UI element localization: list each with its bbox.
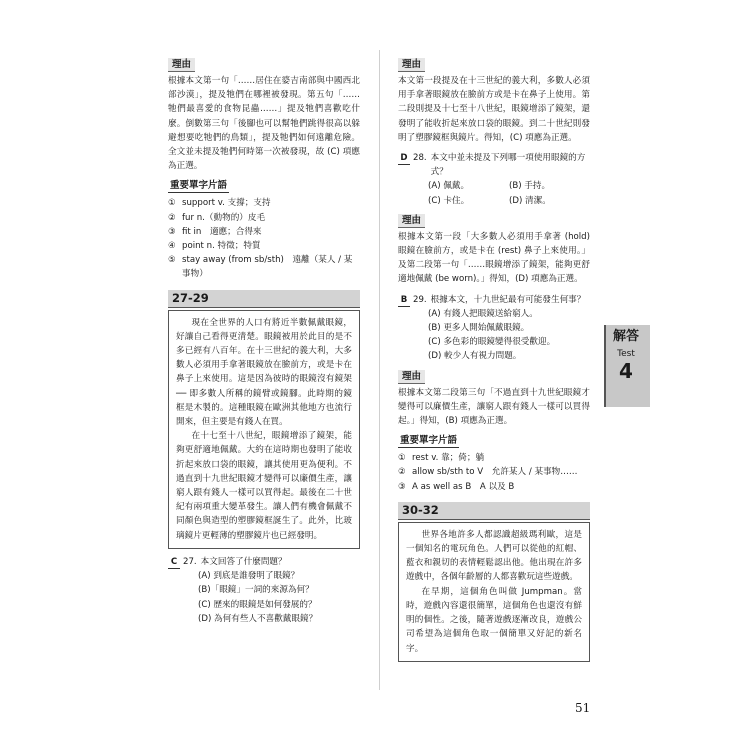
answer-option: (D) 清潔。 <box>509 195 551 206</box>
question-number: 29. <box>413 294 427 305</box>
vocab-list <box>168 196 360 281</box>
vocab-item <box>168 239 360 253</box>
vocab-number: ⑤ <box>168 255 176 266</box>
vocab-text: fit in 適應；合得來 <box>182 226 262 237</box>
right-column <box>398 52 590 662</box>
answer-mark: C <box>168 555 180 569</box>
answer-option: (A) 有錢人把眼鏡送給窮人。 <box>428 308 538 319</box>
reason-text: 本文第一段提及在十三世紀的義大利，多數人必須用手拿著眼鏡放在臉前方或是卡在鼻子上使用。第二段則提及十七至十八世紀，眼鏡增添了鏡架，還發明了能收折起來放口袋的眼鏡。到二十世紀則發明了塑膠鏡框與鏡片。得知，(C) 項應為正選。 <box>398 76 590 143</box>
passage-paragraph: 在十七至十八世紀，眼鏡增添了鏡架，能夠更舒適地佩戴。大約在這時期也發明了能收折起來放口袋的眼鏡，讓其使用更為便利。不過直到十九世紀眼鏡才變得可以廉價生產，讓窮人跟有錢人一樣可以買得起。最後在二十世紀有兩項重大變革發生。讓人們有機會佩戴不同顏色與造型的塑膠鏡框誕生了。此外，比玻璃鏡片更輕薄的塑膠鏡片也已經發明。 <box>176 431 352 541</box>
vocab-item <box>168 196 360 210</box>
vocab-heading: 重要單字片語 <box>400 435 458 447</box>
answer-option: (A) 到底是誰發明了眼鏡？ <box>198 571 300 582</box>
vocab-text: point n. 特徵；特質 <box>182 241 261 252</box>
passage-paragraph: 世界各地許多人都認識超級瑪利歐，這是一個知名的電玩角色。人們可以從他的紅帽、藍衣和親切的表情輕鬆認出他。他出現在許多遊戲中，各個年齡層的人都喜歡玩這些遊戲。 <box>406 529 582 583</box>
question-number: 27. <box>183 556 197 567</box>
column-divider <box>379 50 380 690</box>
reason-label: 理由 <box>168 58 195 72</box>
reason-label: 理由 <box>398 370 425 384</box>
vocab-number: ① <box>168 198 176 209</box>
vocab-number: ④ <box>168 241 176 252</box>
answer-option: (B) 更多人開始佩戴眼鏡。 <box>428 323 530 334</box>
passage-box <box>168 310 360 549</box>
answer-option: (A) 佩戴。 <box>428 181 470 192</box>
answer-option: (D) 較少人有視力問題。 <box>428 351 522 362</box>
section-title: 27-29 <box>168 290 360 308</box>
answer-mark: D <box>398 151 410 165</box>
vocab-item <box>168 211 360 225</box>
answer-section-tab-text <box>604 325 648 382</box>
reason-text: 根據本文第二段第三句「不過直到十九世紀眼鏡才變得可以廉價生產，讓窮人跟有錢人一樣可以買得起。」得知，(B) 項應為正選。 <box>398 387 590 427</box>
vocab-number: ② <box>168 212 176 223</box>
answer-option: (B) 手持。 <box>509 181 551 192</box>
vocab-list <box>398 451 590 494</box>
vocab-heading: 重要單字片語 <box>170 180 228 192</box>
vocab-number: ① <box>398 453 406 464</box>
vocab-item <box>398 480 590 494</box>
vocab-item <box>168 253 360 281</box>
page-number: 51 <box>575 701 591 715</box>
answer-option: (C) 歷來的眼鏡是如何發展的？ <box>198 599 317 610</box>
vocab-text: stay away (from sb/sth) 遠離（某人 / 某事物） <box>182 255 353 280</box>
vocab-item <box>398 451 590 465</box>
vocab-item <box>398 465 590 479</box>
question-number: 28. <box>413 153 427 164</box>
vocab-number: ③ <box>398 481 406 492</box>
left-column <box>168 52 360 626</box>
tab-title: 解答 <box>612 329 639 344</box>
question-stem: 本文中並未提及下列哪一項使用眼鏡的方式？ <box>430 153 586 178</box>
vocab-item <box>168 225 360 239</box>
tab-test-number: 4 <box>619 359 633 383</box>
answer-option: (D) 為何有些人不喜歡戴眼鏡？ <box>198 613 318 624</box>
answer-option: (C) 多色彩的眼鏡變得很受歡迎。 <box>428 337 556 348</box>
reason-label: 理由 <box>398 58 425 72</box>
reason-label: 理由 <box>398 214 425 228</box>
answer-option: (C) 卡住。 <box>428 195 470 206</box>
vocab-text: support v. 支撐；支持 <box>182 198 271 209</box>
passage-paragraph: 在早期，這個角色叫做 Jumpman。當時，遊戲內容還很簡單，這個角色也還沒有鮮明的個性。之後，隨著遊戲逐漸改良，遊戲公司希望為這個角色取一個簡單又好記的新名字。 <box>406 586 582 654</box>
passage-paragraph: 現在全世界的人口有將近半數佩戴眼鏡，好讓自己看得更清楚。眼鏡被用於此目的是不多已經有八百年。在十三世紀的義大利，大多數人必須用手拿著眼鏡放在臉前方，或是卡在鼻子上來使用。這是因為彼時的眼鏡沒有鏡架 ── 即多數人所稱的鏡臂或鏡腳。此時期的鏡框是木製的。這種眼鏡在歐洲其他地方也流行開來，但主要是有錢人在買。 <box>176 317 352 428</box>
answer-mark: B <box>398 293 410 307</box>
question-29 <box>398 293 590 364</box>
question-stem: 根據本文，十九世紀最有可能發生何事？ <box>430 294 586 305</box>
vocab-number: ③ <box>168 226 176 237</box>
answer-option: (B)「眼鏡」一詞的來源為何？ <box>198 585 314 596</box>
reason-text: 根據本文第一句「……居住在婆吉南部與中國西北部沙漠」，提及牠們在哪裡被發現。第五句「……牠們最喜愛的食物昆蟲……」提及牠們喜歡吃什麼。倒數第三句「後腳也可以幫牠們跳得很高以躲避想要吃牠們的鳥類」，提及牠們如何遠離危險。全文並未提及牠們何時第一次被發現，故 (C) 項應為正選。 <box>168 76 360 172</box>
vocab-text: allow sb/sth to V 允許某人 / 某事物…… <box>412 467 578 478</box>
question-27 <box>168 555 360 626</box>
vocab-text: fur n.（動物的）皮毛 <box>182 212 266 223</box>
vocab-text: rest v. 靠；倚；躺 <box>412 453 485 464</box>
tab-test-label: Test <box>617 349 635 359</box>
vocab-number: ② <box>398 467 406 478</box>
section-title: 30-32 <box>398 502 590 520</box>
reason-text: 根據本文第一段「大多數人必須用手拿著 (hold) 眼鏡在臉前方，或是卡在 (rest) 鼻子上來使用。」及第二段第一句「……眼鏡增添了鏡架，能夠更舒適地佩戴 (be worn)。」得知，(D) 項應為正選。 <box>398 231 590 285</box>
question-28 <box>398 151 590 208</box>
passage-box <box>398 522 590 662</box>
vocab-text: A as well as B A 以及 B <box>412 481 515 492</box>
question-stem: 本文回答了什麼問題？ <box>200 556 287 567</box>
